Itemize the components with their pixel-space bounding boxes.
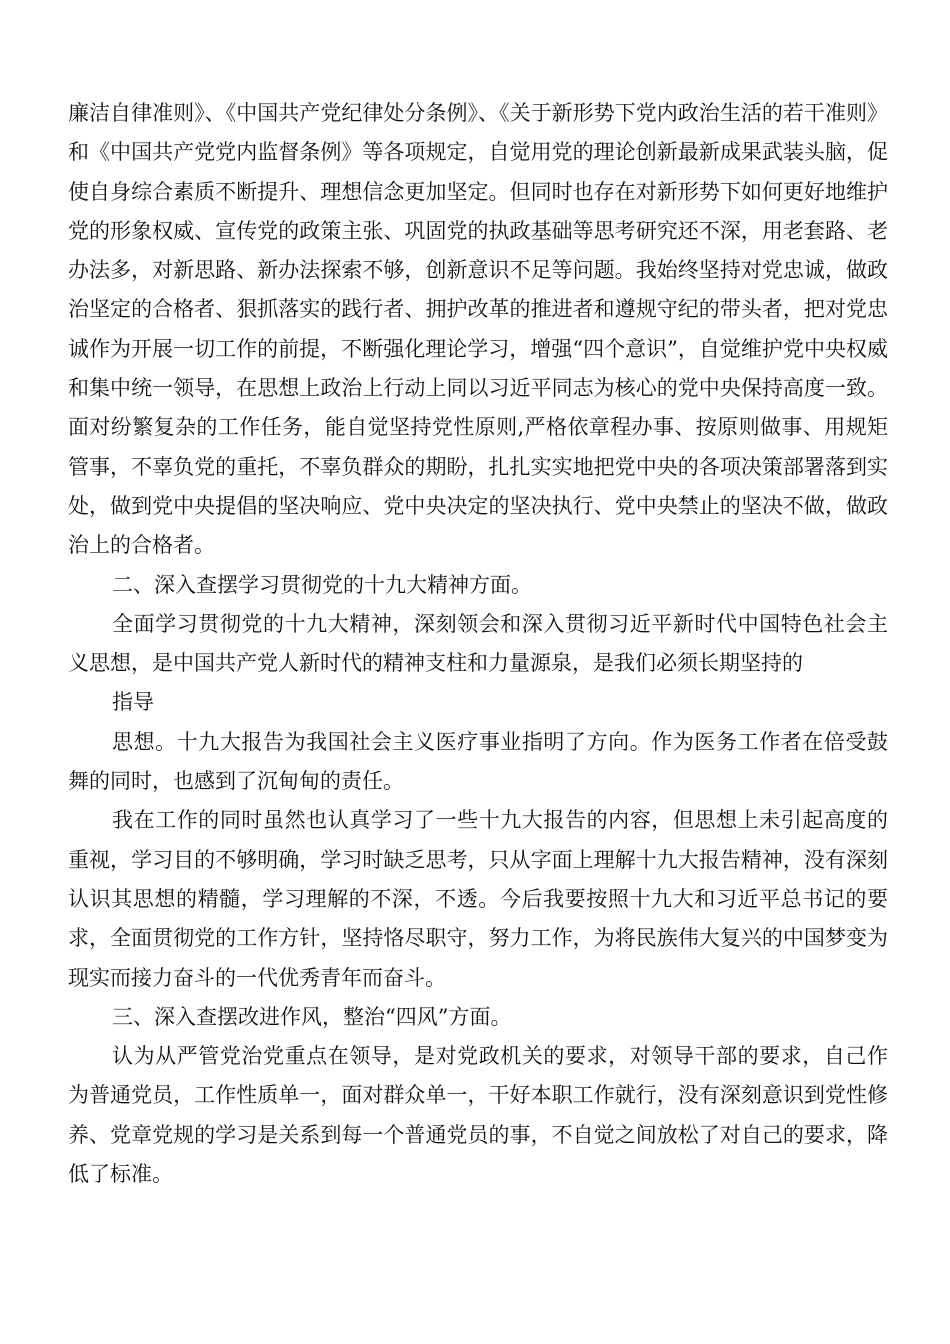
paragraph-continuation: 廉洁自律准则》、《中国共产党纪律处分条例》、《关于新形势下党内政治生活的若干准则》和《中国共产党党内监督条例》等各项规定，自觉用党的理论创新最新成果武装头脑，促使自身综合素质不断提升、理想信念更加坚定。但同时也存在对新形势下如何更好地维护党的形象权威、宣传党的政策主张、巩固党的执政基础等思考研究还不深，用老套路、老办法多，对新思路、新办法探索不够，创新意识不足等问题。我始终坚持对党忠诚，做政治坚定的合格者、狠抓落实的践行者、拥护改革的推进者和遵规守纪的带头者，把对党忠诚作为开展一切工作的前提，不断强化理论学习，增强“四个意识”，自觉维护党中央权威和集中统一领导，在思想上政治上行动上同以习近平同志为核心的党中央保持高度一致。面对纷繁复杂的工作任务，能自觉坚持党性原则,严格依章程办事、按原则做事、用规矩管事，不辜负党的重托，不辜负群众的期盼，扎扎实实地把党中央的各项决策部署落到实处，做到党中央提倡的坚决响应、党中央决定的坚决执行、党中央禁止的坚决不做，做政治上的合格者。 [68, 101, 888, 558]
section-heading-3: 三、深入查摆改进作风，整治“四风”方面。 [112, 1004, 512, 1029]
paragraph: 认为从严管党治党重点在领导，是对党政机关的要求，对领导干部的要求，自己作为普通党员，工作性质单一，面对群众单一，干好本职工作就行，没有深刻意识到党性修养、党章党规的学习是关系到每一个普通党员的事，不自觉之间放松了对自己的要求，降低了标准。 [68, 1044, 888, 1187]
paragraph: 我在工作的同时虽然也认真学习了一些十九大报告的内容，但思想上未引起高度的重视，学习目的不够明确，学习时缺乏思考，只从字面上理解十九大报告精神，没有深刻认识其思想的精髓，学习理解的不深，不透。今后我要按照十九大和习近平总书记的要求，全面贯彻党的工作方针，坚持恪尽职守，努力工作，为将民族伟大复兴的中国梦变为现实而接力奋斗的一代优秀青年而奋斗。 [68, 808, 888, 990]
paragraph: 思想。十九大报告为我国社会主义医疗事业指明了方向。作为医务工作者在倍受鼓舞的同时，也感到了沉甸甸的责任。 [68, 729, 888, 794]
paragraph: 全面学习贯彻党的十九大精神，深刻领会和深入贯彻习近平新时代中国特色社会主义思想，是中国共产党人新时代的精神支柱和力量源泉，是我们必须长期坚持的 [68, 611, 888, 676]
document-page [68, 94, 888, 1194]
paragraph: 指导 [112, 690, 154, 715]
section-heading-2: 二、深入查摆学习贯彻党的十九大精神方面。 [112, 572, 532, 597]
